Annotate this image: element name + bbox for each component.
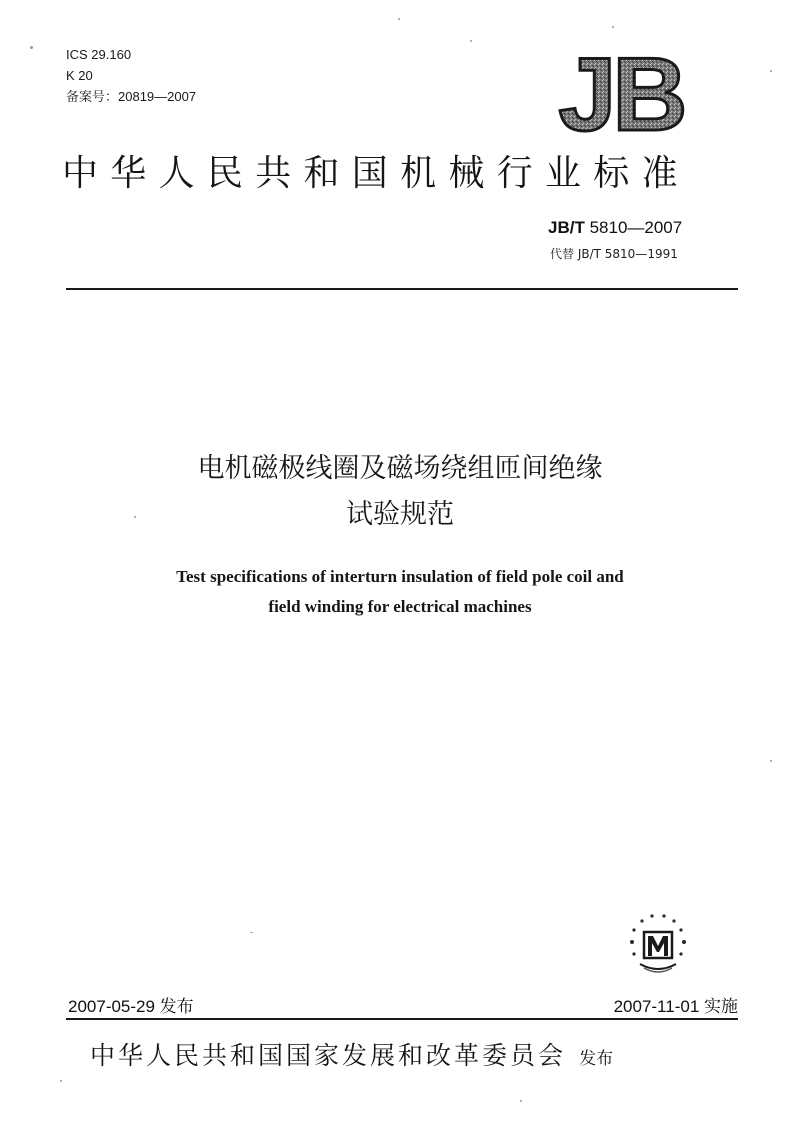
document-title-chinese (60, 446, 740, 538)
publish-date: 2007-05-29 发布 (68, 997, 194, 1016)
document-title-english-line2: field winding for electrical machines (268, 597, 532, 616)
document-title-chinese-line1: 电机磁极线圈及磁场绕组匝间绝缘 (197, 453, 603, 484)
top-divider (66, 288, 738, 290)
document-title-english (60, 562, 740, 622)
classification-codes (66, 44, 196, 107)
jb-logo (542, 48, 700, 138)
standard-category-title: 中华人民共和国机械行业标准 (62, 153, 690, 194)
bottom-divider (66, 1018, 738, 1020)
standard-number (548, 218, 682, 238)
issuer (90, 1036, 613, 1072)
standard-number-prefix: JB/T (548, 218, 585, 237)
replaces-standard: 代替 JB/T 5810—1991 (550, 247, 678, 261)
effective-date: 2007-11-01 实施 (613, 997, 738, 1016)
k-code: K 20 (66, 68, 93, 83)
standard-number-value: 5810—2007 (589, 218, 683, 237)
ics-code: ICS 29.160 (66, 47, 132, 62)
document-title-english-line1: Test specifications of interturn insulation of field pole coil and (176, 567, 624, 586)
jb-logo-text: JB (558, 48, 684, 138)
document-title-chinese-line2: 试验规范 (346, 499, 454, 530)
issuer-name: 中华人民共和国国家发展和改革委员会 (90, 1041, 567, 1070)
filing-number: 备案号：20819—2007 (66, 89, 197, 104)
publisher-emblem (618, 908, 696, 980)
issuer-action: 发布 (579, 1049, 614, 1069)
